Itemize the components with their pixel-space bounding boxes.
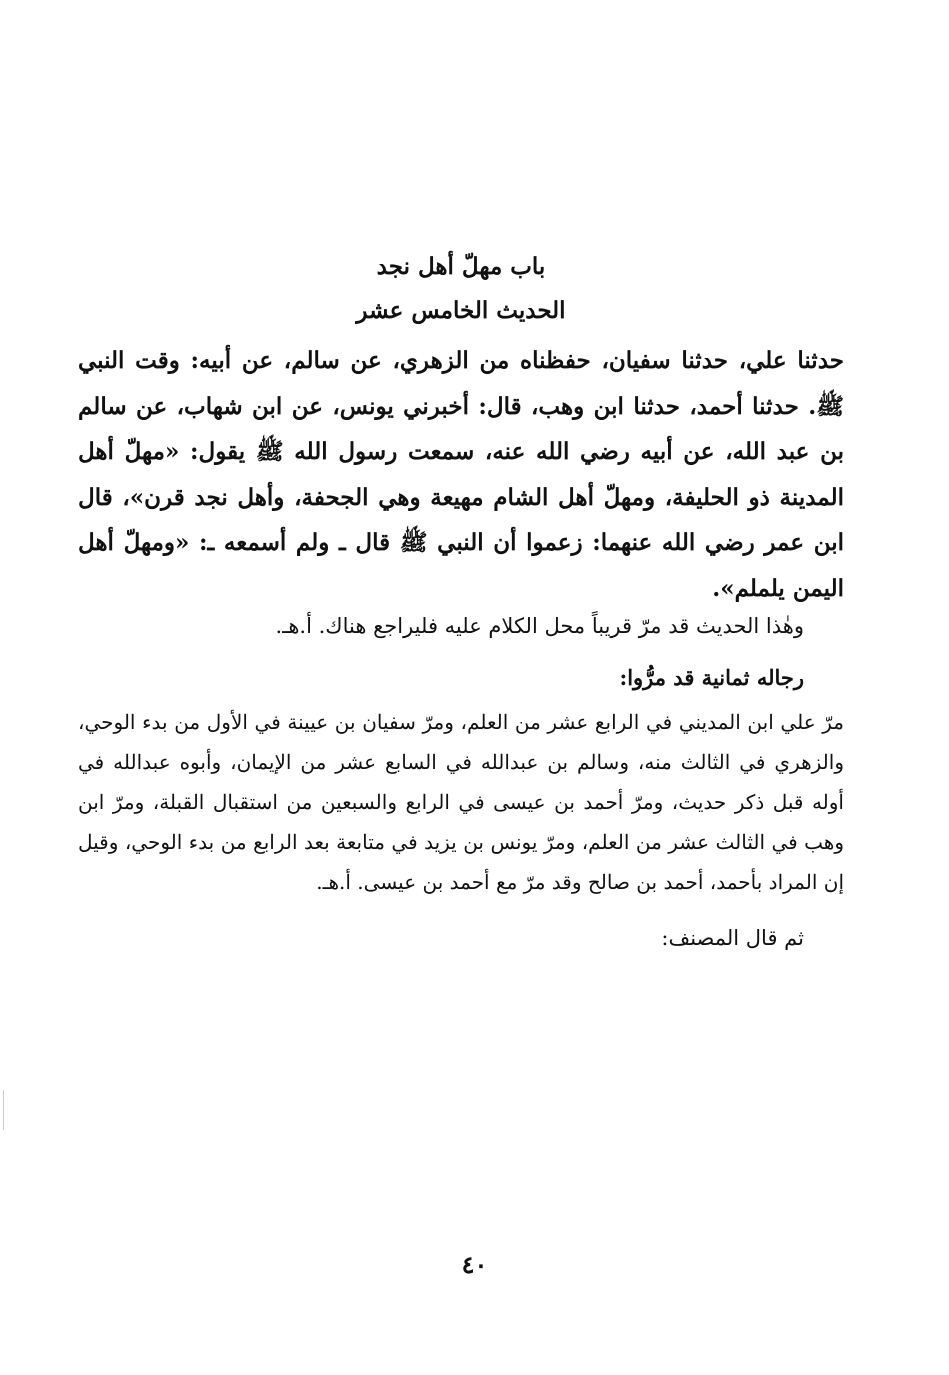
rijal-paragraph: مرّ علي ابن المديني في الرابع عشر من العلم، ومرّ سفيان بن عيينة في الأول من بدء الوحي، والزهري في الثالث منه، وسالم بن عبدالله في السابع عشر من الإيمان، وأبوه عبدالله في أوله قبل ذكر حديث، ومرّ أحمد بن عيسى في الرابع والسبعين من استقبال القبلة، ومرّ ابن وهب في الثالث عشر من العلم، ومرّ يونس بن يزيد في متابعة بعد الرابع من بدء الوحي، وقيل إن المراد بأحمد، أحمد بن صالح وقد مرّ مع أحمد بن عيسى. أ.هـ. xyxy=(78,710,844,894)
chapter-title: باب مهلّ أهل نجد xyxy=(376,253,546,280)
scan-edge-mark xyxy=(3,1090,4,1130)
page-number: ٤٠ xyxy=(461,1250,488,1279)
continuation-line: ثم قال المصنف: xyxy=(661,926,804,950)
hadith-text: حدثنا علي، حدثنا سفيان، حفظناه من الزهري، عن سالم، عن أبيه: وقت النبي ﷺ. حدثنا أحمد، حدثنا ابن وهب، قال: أخبرني يونس، عن ابن شهاب، عن سالم بن عبد الله، عن أبيه رضي الله عنه، سمعت رسول الله ﷺ يقول: «مهلّ أهل المدينة ذو الحليفة، ومهلّ أهل الشام مهيعة وهي الجحفة، وأهل نجد قرن»، قال ابن عمر رضي الله عنهما: زعموا أن النبي ﷺ قال ـ ولم أسمعه ـ: «ومهلّ أهل اليمن يلملم». xyxy=(78,347,844,602)
hadith-title: الحديث الخامس عشر xyxy=(356,297,566,324)
note-paragraph: وهٰذا الحديث قد مرّ قريباً محل الكلام عليه فليراجع هناك. أ.هـ. xyxy=(275,614,804,638)
rijal-heading: رجاله ثمانية قد مرُّوا: xyxy=(619,665,804,690)
